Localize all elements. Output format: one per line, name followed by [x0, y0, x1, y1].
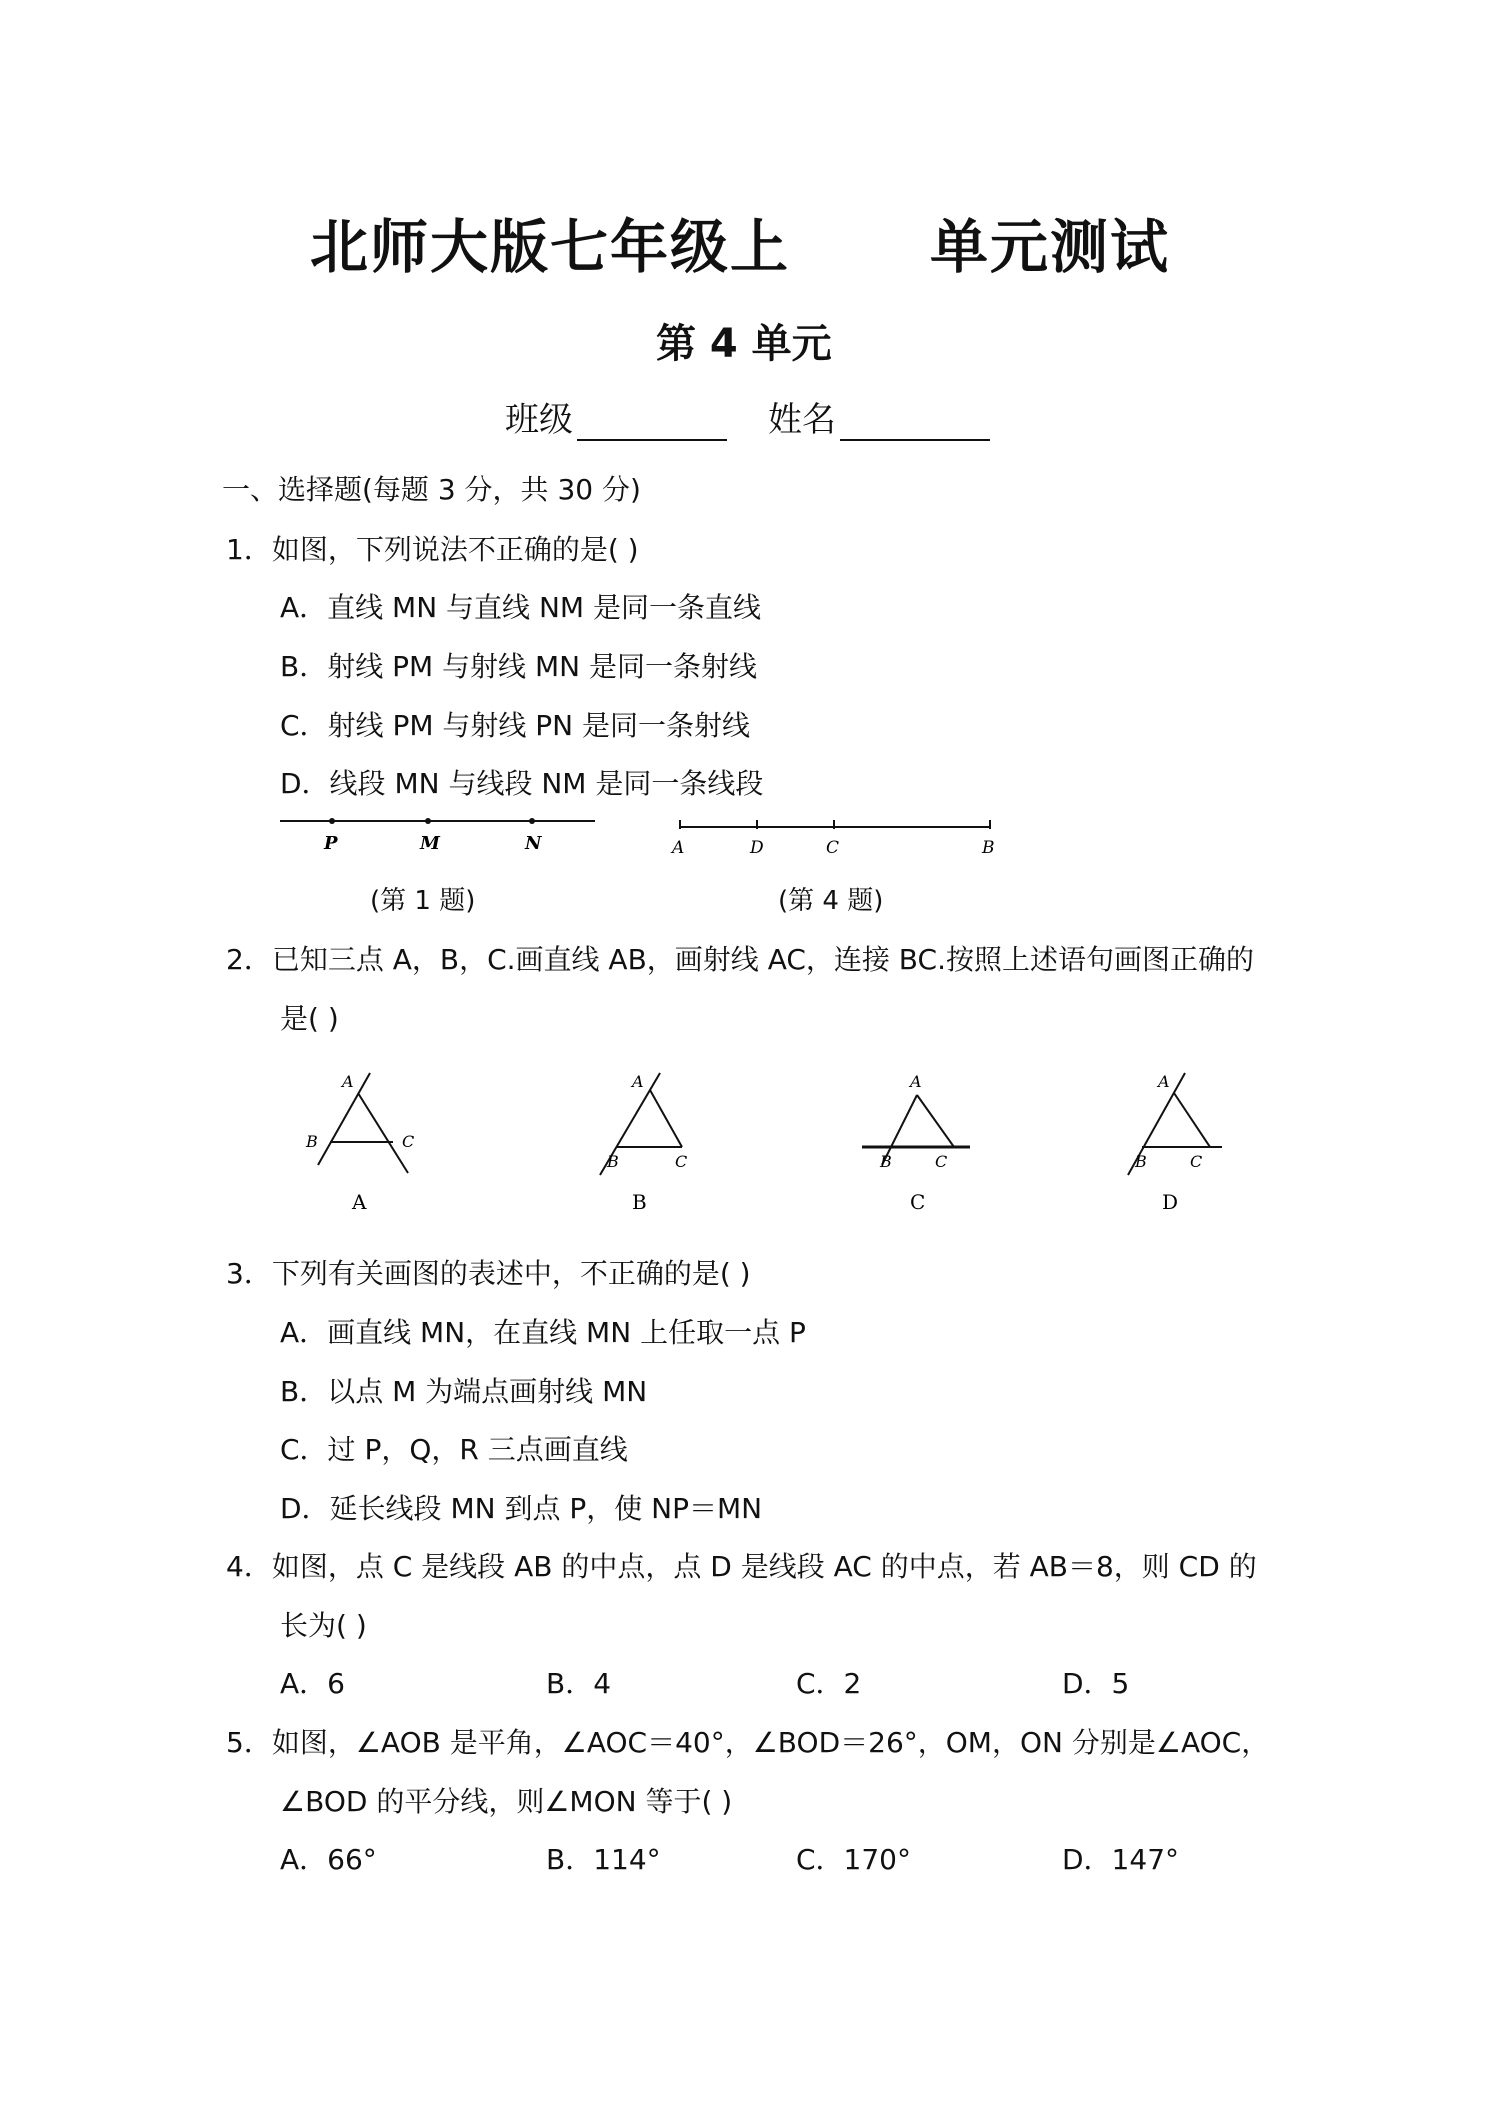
- q4-stem-line1: 4．如图，点 C 是线段 AB 的中点，点 D 是线段 AC 的中点，若 AB＝8，则 CD 的: [226, 1550, 1257, 1583]
- q4-label-d: D: [750, 838, 764, 858]
- q1-option-a: A．直线 MN 与直线 NM 是同一条直线: [280, 591, 761, 624]
- q2d-label-c: C: [1190, 1152, 1203, 1171]
- q2-figure-d: [1128, 1072, 1222, 1214]
- q5-option-d: D．147°: [1062, 1843, 1180, 1876]
- q3-option-b: B．以点 M 为端点画射线 MN: [280, 1375, 648, 1408]
- q2-option-label-c: C: [910, 1190, 926, 1214]
- q2-option-label-a: A: [352, 1190, 367, 1214]
- page-title-right: 单元测试: [930, 213, 1171, 281]
- q4-stem-line2: 长为( ): [280, 1609, 367, 1642]
- q5-stem-line1: 5．如图，∠AOB 是平角，∠AOC＝40°，∠BOD＝26°，OM，ON 分别是∠AOC，: [226, 1726, 1270, 1759]
- q2d-label-b: B: [1135, 1152, 1147, 1171]
- q2d-label-a: A: [1158, 1072, 1170, 1091]
- q3-option-c: C．过 P，Q，R 三点画直线: [280, 1433, 628, 1466]
- q2a-label-c: C: [402, 1132, 415, 1151]
- q4-option-b: B．4: [546, 1667, 612, 1700]
- q2c-segment-ac: [917, 1095, 954, 1147]
- q2b-label-c: C: [675, 1152, 688, 1171]
- q2-stem-line1: 2．已知三点 A，B，C.画直线 AB，画射线 AC，连接 BC.按照上述语句画图正确的: [226, 943, 1254, 976]
- q3-stem: 3．下列有关画图的表述中，不正确的是( ): [226, 1257, 751, 1290]
- class-field: [505, 392, 727, 441]
- q2b-label-b: B: [607, 1152, 619, 1171]
- q2c-label-a: A: [910, 1072, 922, 1091]
- q4-option-d: D．5: [1062, 1667, 1130, 1700]
- q2a-ray-ac: [358, 1093, 408, 1173]
- q1-point-m: [425, 818, 431, 824]
- q2a-label-b: B: [306, 1132, 318, 1151]
- q2-stem-line2: 是( ): [280, 1002, 339, 1035]
- q4-label-b: B: [982, 838, 995, 858]
- q1-option-d: D．线段 MN 与线段 NM 是同一条线段: [280, 767, 764, 800]
- q2b-label-a: A: [632, 1072, 644, 1091]
- q2-figures: [290, 1065, 1250, 1220]
- q4-option-a: A．6: [280, 1667, 345, 1700]
- q5-option-c: C．170°: [796, 1843, 911, 1876]
- q5-option-a: A．66°: [280, 1843, 377, 1876]
- page-title-left: 北师大版七年级上: [310, 213, 791, 281]
- q2a-label-a: A: [342, 1072, 354, 1091]
- q2d-ray-ac: [1174, 1093, 1210, 1147]
- q2-figure-a: [305, 1072, 414, 1214]
- q2-option-label-b: B: [632, 1190, 647, 1214]
- q2c-label-b: B: [880, 1152, 892, 1171]
- q2b-segment-ac: [650, 1090, 682, 1147]
- q3-option-d: D．延长线段 MN 到点 P，使 NP＝MN: [280, 1492, 763, 1525]
- q4-label-a: A: [672, 838, 685, 858]
- q5-stem-line2: ∠BOD 的平分线，则∠MON 等于( ): [280, 1785, 733, 1818]
- q1-stem: 1．如图，下列说法不正确的是( ): [226, 533, 639, 566]
- q1-label-n: N: [525, 833, 542, 854]
- q1-option-c: C．射线 PM 与射线 PN 是同一条射线: [280, 709, 751, 742]
- q2-option-label-d: D: [1162, 1190, 1179, 1214]
- q4-figure: [660, 815, 1000, 865]
- unit-subtitle: 第 4 单元: [656, 321, 832, 367]
- q1-point-p: [329, 818, 335, 824]
- name-blank: [840, 405, 990, 441]
- name-field: [768, 392, 990, 441]
- class-blank: [577, 405, 727, 441]
- class-label: 班级: [505, 400, 573, 440]
- section-heading: 一、选择题(每题 3 分，共 30 分): [222, 473, 641, 506]
- q4-label-c: C: [826, 838, 840, 858]
- q2c-label-c: C: [935, 1152, 948, 1171]
- q2-figure-c: [862, 1072, 970, 1214]
- q1-figure: [270, 805, 610, 865]
- q3-option-a: A．画直线 MN，在直线 MN 上任取一点 P: [280, 1316, 806, 1349]
- q4-option-c: C．2: [796, 1667, 862, 1700]
- q5-option-b: B．114°: [546, 1843, 661, 1876]
- q4-figure-caption: (第 4 题): [778, 886, 884, 916]
- name-label: 姓名: [768, 400, 836, 440]
- q2-figure-b: [600, 1072, 687, 1214]
- q1-label-p: P: [324, 833, 338, 854]
- q1-point-n: [529, 818, 535, 824]
- q1-label-m: M: [420, 833, 440, 854]
- q1-option-b: B．射线 PM 与射线 MN 是同一条射线: [280, 650, 757, 683]
- q1-figure-caption: (第 1 题): [370, 886, 476, 916]
